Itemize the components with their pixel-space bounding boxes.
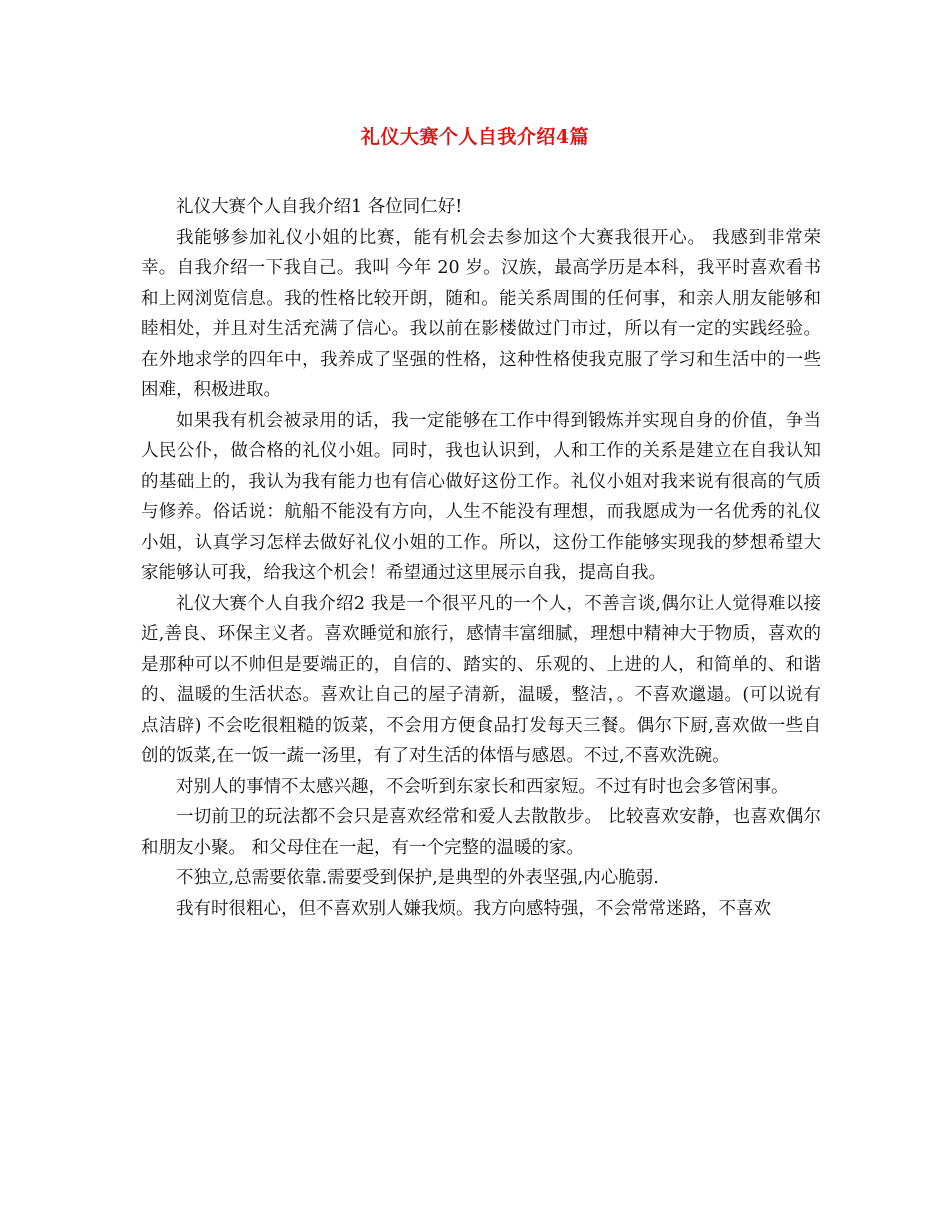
paragraph-traits: 我有时很粗心，但不喜欢别人嫌我烦。我方向感特强，不会常常迷路，不喜欢 <box>176 898 771 919</box>
document-body <box>141 192 821 924</box>
paragraph-intro-1-heading: 礼仪大赛个人自我介绍1 各位同仁好! <box>176 197 463 217</box>
paragraph-hobbies: 一切前卫的玩法都不会只是喜欢经常和爱人去散散步。 比较喜欢安静，也喜欢偶尔和朋友小聚。 和父母住在一起，有一个完整的温暖的家。 <box>141 807 821 858</box>
paragraph-intro-1-goals: 如果我有机会被录用的话，我一定能够在工作中得到锻炼并实现自身的价值，争当人民公仆，做合格的礼仪小姐。同时，我也认识到，人和工作的关系是建立在自我认知的基础上的，我认为我有能力也有信心做好这份工作。礼仪小姐对我来说有很高的气质与修养。俗话说：航船不能没有方向，人生不能没有理想，而我愿成为一名优秀的礼仪小姐，认真学习怎样去做好礼仪小姐的工作。所以，这份工作能够实现我的梦想希望大家能够认可我，给我这个机会！希望通过这里展示自我，提高自我。 <box>141 410 821 583</box>
paragraph-intro-1-body: 我能够参加礼仪小姐的比赛，能有机会去参加这个大赛我很开心。 我感到非常荣幸。自我介绍一下我自己。我叫 今年 20 岁。汉族，最高学历是本科，我平时喜欢看书和上网浏览信息。我的性格比较开朗，随和。能关系周围的任何事，和亲人朋友能够和睦相处，并且对生活充满了信心。我以前在影楼做过门市过，所以有一定的实践经验。在外地求学的四年中，我养成了坚强的性格，这种性格使我克服了学习和生活中的一些困难，积极进取。 <box>141 227 821 400</box>
paragraph-others: 对别人的事情不太感兴趣，不会听到东家长和西家短。不过有时也会多管闲事。 <box>176 776 789 797</box>
paragraph-intro-2-body: 礼仪大赛个人自我介绍2 我是一个很平凡的一个人，不善言谈,偶尔让人觉得难以接近,善良、环保主义者。喜欢睡觉和旅行，感情丰富细腻，理想中精神大于物质，喜欢的是那种可以不帅但是要端正的，自信的、踏实的、乐观的、上进的人，和简单的、和谐的、温暖的生活状态。喜欢让自己的屋子清新，温暖，整洁，。不喜欢邋遢。(可以说有点洁辟) 不会吃很粗糙的饭菜，不会用方便食品打发每天三餐。偶尔下厨,喜欢做一些自创的饭菜,在一饭一蔬一汤里，有了对生活的体悟与感恩。不过,不喜欢洗碗。 <box>141 593 821 766</box>
paragraph-personality: 不独立,总需要依靠.需要受到保护,是典型的外表坚强,内心脆弱. <box>176 868 659 888</box>
document-title: 礼仪大赛个人自我介绍4篇 <box>360 126 590 148</box>
